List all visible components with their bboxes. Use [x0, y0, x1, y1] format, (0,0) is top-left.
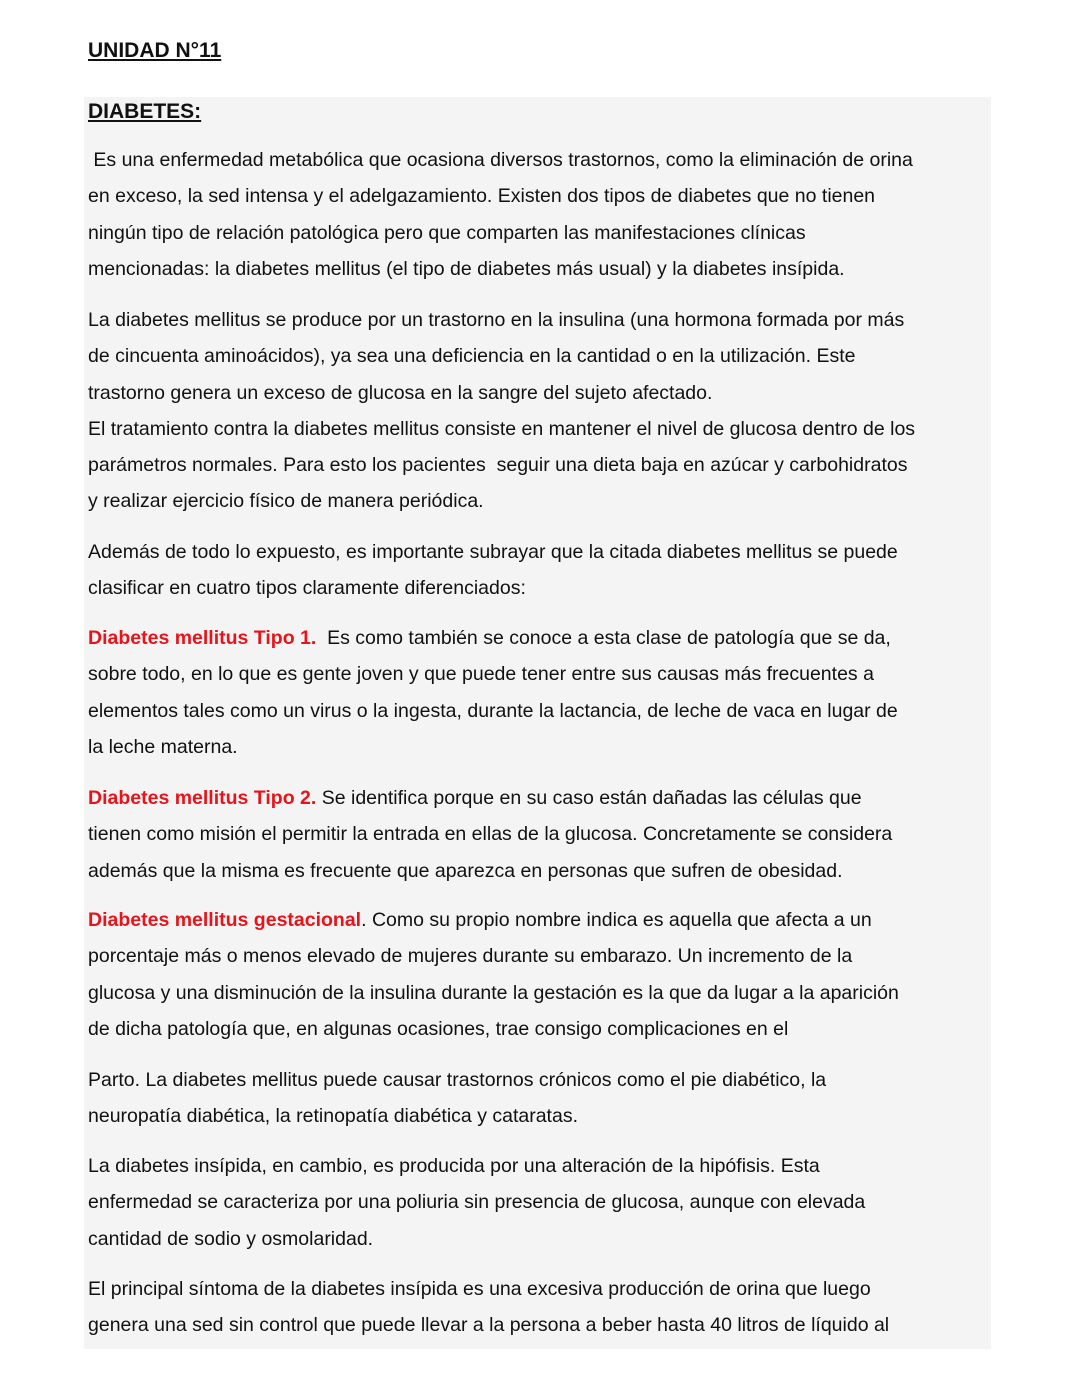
text-line: neuropatía diabética, la retinopatía diabética y cataratas. [88, 1105, 578, 1128]
paragraph-types-intro [88, 534, 988, 607]
gestational-label: Diabetes mellitus gestacional [88, 909, 362, 931]
text-line: Es como también se conoce a esta clase de patología que se da, [316, 627, 891, 649]
text-line: Además de todo lo expuesto, es importante subrayar que la citada diabetes mellitus se puede [88, 541, 898, 563]
paragraph-type-2 [88, 780, 988, 889]
paragraph-insipida [88, 1148, 988, 1257]
text-line: La diabetes insípida, en cambio, es producida por una alteración de la hipófisis. Esta [88, 1155, 820, 1177]
section-title: DIABETES: [88, 100, 202, 123]
text-line: parámetros normales. Para esto los pacientes seguir una dieta baja en azúcar y carbohidratos [88, 454, 908, 477]
paragraph-intro [88, 142, 988, 287]
text-line: sobre todo, en lo que es gente joven y que puede tener entre sus causas más frecuentes a [88, 663, 874, 686]
text-line: ningún tipo de relación patológica pero que comparten las manifestaciones clínicas [88, 221, 806, 244]
text-line: Es una enfermedad metabólica que ocasiona diversos trastornos, como la eliminación de orina [88, 149, 913, 171]
text-line: genera una sed sin control que puede llevar a la persona a beber hasta 40 litros de líquido al [88, 1314, 890, 1337]
paragraph-mellitus [88, 302, 988, 520]
text-line: cantidad de sodio y osmolaridad. [88, 1227, 374, 1250]
text-line: y realizar ejercicio físico de manera periódica. [88, 490, 484, 513]
text-line: El tratamiento contra la diabetes mellitus consiste en mantener el nivel de glucosa dentro de los [88, 417, 916, 440]
type-2-label: Diabetes mellitus Tipo 2. [88, 787, 317, 809]
text-line: de dicha patología que, en algunas ocasiones, trae consigo complicaciones en el [88, 1017, 789, 1040]
text-line: El principal síntoma de la diabetes insípida es una excesiva producción de orina que luego [88, 1278, 871, 1300]
paragraph-gestational [88, 902, 988, 1047]
text-line: clasificar en cuatro tipos claramente diferenciados: [88, 577, 526, 600]
text-line: trastorno genera un exceso de glucosa en la sangre del sujeto afectado. [88, 381, 713, 404]
unit-title: UNIDAD N°11 [88, 39, 222, 62]
text-line: elementos tales como un virus o la ingesta, durante la lactancia, de leche de vaca en lugar de [88, 699, 898, 722]
type-1-label: Diabetes mellitus Tipo 1. [88, 627, 317, 649]
text-line: además que la misma es frecuente que aparezca en personas que sufren de obesidad. [88, 859, 843, 882]
content-box [84, 97, 991, 1349]
text-line: . Como su propio nombre indica es aquella que afecta a un [361, 909, 872, 931]
paragraph-type-1 [88, 620, 988, 765]
text-line: en exceso, la sed intensa y el adelgazamiento. Existen dos tipos de diabetes que no tienen [88, 185, 876, 208]
paragraph-symptoms [88, 1271, 988, 1344]
text-line: tienen como misión el permitir la entrada en ellas de la glucosa. Concretamente se considera [88, 823, 893, 846]
text-line: porcentaje más o menos elevado de mujeres durante su embarazo. Un incremento de la [88, 945, 853, 968]
text-line: mencionadas: la diabetes mellitus (el tipo de diabetes más usual) y la diabetes insípida. [88, 257, 845, 280]
text-line: enfermedad se caracteriza por una poliuria sin presencia de glucosa, aunque con elevada [88, 1191, 866, 1214]
text-line: Parto. La diabetes mellitus puede causar trastornos crónicos como el pie diabético, la [88, 1069, 827, 1091]
text-line: La diabetes mellitus se produce por un trastorno en la insulina (una hormona formada por más [88, 309, 905, 331]
text-line: Se identifica porque en su caso están dañadas las células que [316, 787, 862, 809]
text-line: la leche materna. [88, 735, 238, 758]
text-line: de cincuenta aminoácidos), ya sea una deficiencia en la cantidad o en la utilización. Este [88, 345, 856, 368]
paragraph-complications [88, 1062, 988, 1135]
text-line: glucosa y una disminución de la insulina durante la gestación es la que da lugar a la aparición [88, 981, 899, 1004]
